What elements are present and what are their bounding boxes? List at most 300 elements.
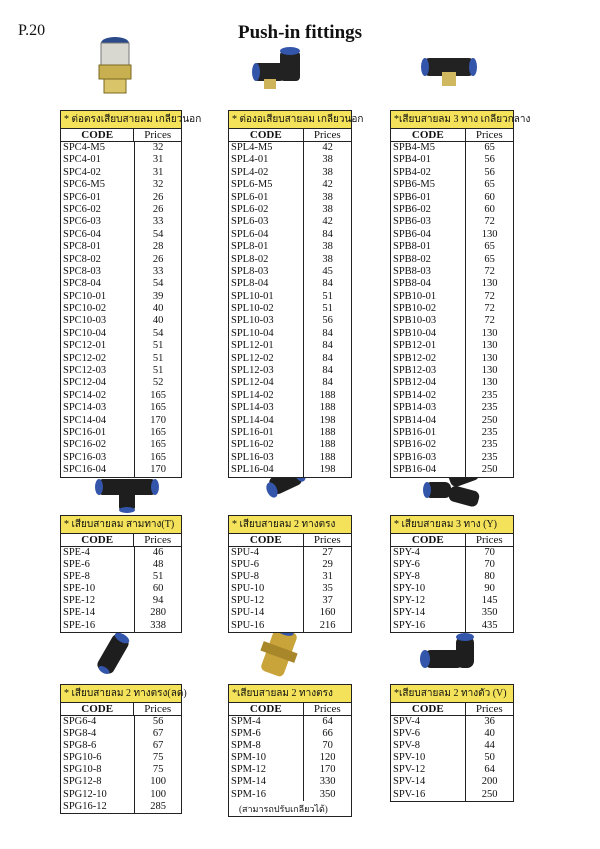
table-row	[229, 291, 351, 303]
product-code: SPC12-01	[61, 340, 135, 352]
table-row	[61, 415, 181, 427]
product-price: 338	[150, 619, 166, 631]
spv-table	[390, 684, 514, 802]
product-price: 75	[152, 752, 164, 764]
column-headers	[61, 703, 181, 716]
product-price: 165	[150, 402, 166, 414]
product-code: SPB6-01	[391, 192, 466, 204]
product-code: SPB4-01	[391, 154, 466, 166]
table-row	[61, 390, 181, 402]
price-column-header: Prices	[475, 129, 503, 141]
table-row	[61, 204, 181, 216]
table-row	[391, 439, 513, 451]
product-price: 350	[319, 788, 336, 800]
table-row	[391, 620, 513, 632]
table-row	[391, 254, 513, 266]
product-price: 198	[319, 464, 336, 476]
product-code: SPL10-02	[229, 303, 304, 315]
product-code: SPL8-01	[229, 241, 304, 253]
product-code: SPL12-02	[229, 353, 304, 365]
product-price: 235	[481, 389, 498, 401]
table-row	[391, 789, 513, 801]
product-code: SPM-4	[229, 716, 304, 728]
product-code: SPB12-04	[391, 377, 466, 389]
product-code: SPM-8	[229, 740, 304, 752]
product-code: SPL4-01	[229, 154, 304, 166]
product-code: SPL12-03	[229, 365, 304, 377]
table-row	[391, 229, 513, 241]
table-row	[229, 752, 351, 764]
product-code: SPB8-01	[391, 241, 466, 253]
product-price: 188	[319, 402, 336, 414]
table-row	[229, 204, 351, 216]
product-code: SPC10-04	[61, 328, 135, 340]
table-row	[391, 278, 513, 290]
product-code: SPC12-03	[61, 365, 135, 377]
product-price: 38	[322, 253, 333, 265]
spm-table	[228, 684, 352, 817]
product-price: 188	[319, 451, 336, 463]
product-code: SPC14-03	[61, 402, 135, 414]
spb-table	[390, 110, 531, 478]
product-price: 56	[484, 154, 495, 166]
product-price: 51	[152, 340, 164, 352]
product-code: SPE-14	[61, 607, 135, 619]
table-row	[391, 740, 513, 752]
product-code: SPC6-02	[61, 204, 135, 216]
table-row	[229, 402, 351, 414]
product-price: 65	[484, 253, 495, 265]
product-code: SPL4-M5	[229, 142, 304, 154]
product-code: SPG10-6	[61, 752, 135, 764]
product-price: 54	[152, 278, 164, 290]
table-row	[229, 303, 351, 315]
table-row	[229, 583, 351, 595]
product-code: SPB4-02	[391, 167, 466, 179]
table-row	[391, 595, 513, 607]
product-code: SPC4-02	[61, 167, 135, 179]
product-price: 42	[322, 179, 333, 191]
product-code: SPL16-04	[229, 464, 304, 476]
table-row	[229, 241, 351, 253]
table-row	[229, 415, 351, 427]
price-column-header: Prices	[313, 703, 341, 715]
product-code: SPE-6	[61, 559, 135, 571]
product-code: SPB12-02	[391, 353, 466, 365]
product-price: 72	[484, 315, 495, 327]
table-header: * เสียบสายลม 2 ทางตรง	[229, 516, 351, 534]
table-row	[229, 716, 351, 728]
product-price: 28	[152, 241, 164, 253]
product-code: SPE-16	[61, 620, 135, 632]
product-price: 51	[322, 303, 333, 315]
product-code: SPB8-02	[391, 254, 466, 266]
product-code: SPC4-01	[61, 154, 135, 166]
table-row	[229, 439, 351, 451]
product-price: 130	[481, 228, 498, 240]
product-code: SPB12-03	[391, 365, 466, 377]
code-column-header: CODE	[391, 703, 466, 715]
table-row	[229, 254, 351, 266]
product-price: 130	[481, 327, 498, 339]
product-price: 100	[150, 776, 166, 788]
product-code: SPB10-01	[391, 291, 466, 303]
product-price: 188	[319, 389, 336, 401]
product-price: 84	[322, 278, 333, 290]
product-price: 170	[150, 414, 166, 426]
product-price: 60	[152, 583, 164, 595]
product-price: 280	[150, 607, 166, 619]
product-price: 38	[322, 203, 333, 215]
table-row	[391, 464, 513, 476]
product-code: SPL10-04	[229, 328, 304, 340]
code-column-header: CODE	[391, 129, 466, 141]
product-price: 80	[484, 571, 495, 583]
product-code: SPL16-01	[229, 427, 304, 439]
product-code: SPC8-01	[61, 241, 135, 253]
product-price: 35	[322, 583, 333, 595]
product-price: 250	[481, 464, 498, 476]
product-price: 170	[319, 764, 336, 776]
table-row	[61, 254, 181, 266]
product-price: 56	[322, 315, 333, 327]
table-row	[61, 607, 181, 619]
product-code: SPL6-M5	[229, 179, 304, 191]
table-row	[391, 571, 513, 583]
product-price: 51	[152, 365, 164, 377]
spu-table	[228, 515, 352, 633]
product-price: 60	[484, 203, 495, 215]
table-header: *เสียบสายลม 2 ทางตรง	[229, 685, 351, 703]
product-code: SPB10-02	[391, 303, 466, 315]
table-row	[61, 278, 181, 290]
table-row	[391, 204, 513, 216]
table-row	[391, 728, 513, 740]
product-code: SPB14-04	[391, 415, 466, 427]
product-code: SPL10-03	[229, 315, 304, 327]
product-price: 38	[322, 191, 333, 203]
table-row	[391, 377, 513, 389]
table-row	[61, 142, 181, 154]
table-row	[61, 464, 181, 476]
product-code: SPB16-01	[391, 427, 466, 439]
straight-male-fitting-photo	[95, 35, 135, 97]
product-price: 44	[484, 740, 495, 752]
product-price: 27	[322, 547, 333, 558]
table-row	[229, 452, 351, 464]
product-price: 100	[150, 788, 166, 800]
product-price: 330	[319, 776, 336, 788]
product-code: SPY-8	[391, 571, 466, 583]
table-row	[229, 764, 351, 776]
code-column-header: CODE	[229, 534, 304, 546]
table-row	[229, 192, 351, 204]
product-price: 38	[322, 241, 333, 253]
product-code: SPY-14	[391, 607, 466, 619]
table-row	[391, 328, 513, 340]
table-row	[229, 390, 351, 402]
table-row	[61, 365, 181, 377]
table-row	[61, 583, 181, 595]
product-price: 170	[150, 464, 166, 476]
table-row	[61, 154, 181, 166]
product-code: SPG8-4	[61, 728, 135, 740]
product-price: 70	[484, 559, 495, 571]
product-code: SPM-16	[229, 789, 304, 801]
table-row	[229, 179, 351, 191]
spg-table	[60, 684, 187, 814]
product-price: 39	[152, 290, 164, 302]
product-code: SPE-4	[61, 547, 135, 559]
product-price: 26	[152, 191, 164, 203]
product-code: SPB16-04	[391, 464, 466, 476]
product-code: SPE-10	[61, 583, 135, 595]
product-code: SPC8-04	[61, 278, 135, 290]
table-row	[61, 402, 181, 414]
product-price: 65	[484, 142, 495, 153]
product-code: SPY-4	[391, 547, 466, 559]
table-row	[61, 266, 181, 278]
product-code: SPM-14	[229, 776, 304, 788]
table-row	[61, 192, 181, 204]
table-row	[229, 789, 351, 801]
product-price: 52	[152, 377, 164, 389]
column-headers	[229, 534, 351, 547]
table-header: * เสียบสายลม 3 ทาง (Y)	[391, 516, 513, 534]
product-code: SPL14-02	[229, 390, 304, 402]
table-row	[229, 340, 351, 352]
table-row	[229, 229, 351, 241]
table-row	[229, 266, 351, 278]
product-price: 90	[484, 583, 495, 595]
product-code: SPL12-04	[229, 377, 304, 389]
product-code: SPE-8	[61, 571, 135, 583]
product-code: SPB14-03	[391, 402, 466, 414]
product-price: 165	[150, 389, 166, 401]
table-row	[61, 547, 181, 559]
product-code: SPU-4	[229, 547, 304, 559]
product-price: 51	[152, 352, 164, 364]
product-price: 235	[481, 439, 498, 451]
table-row	[391, 315, 513, 327]
table-row	[61, 340, 181, 352]
product-code: SPV-6	[391, 728, 466, 740]
product-price: 72	[484, 303, 495, 315]
table-row	[391, 266, 513, 278]
product-price: 33	[152, 216, 164, 228]
product-price: 72	[484, 290, 495, 302]
product-price: 70	[322, 740, 333, 752]
table-row	[391, 415, 513, 427]
product-code: SPV-4	[391, 716, 466, 728]
table-row	[61, 328, 181, 340]
table-row	[391, 340, 513, 352]
table-row	[61, 571, 181, 583]
product-code: SPL8-02	[229, 254, 304, 266]
product-price: 165	[150, 426, 166, 438]
product-price: 84	[322, 352, 333, 364]
product-code: SPG12-8	[61, 776, 135, 788]
table-row	[391, 452, 513, 464]
product-code: SPL16-03	[229, 452, 304, 464]
product-code: SPC12-04	[61, 377, 135, 389]
product-price: 51	[152, 571, 164, 583]
product-price: 235	[481, 402, 498, 414]
table-row	[229, 142, 351, 154]
table-row	[61, 789, 181, 801]
product-code: SPC8-02	[61, 254, 135, 266]
product-code: SPG8-6	[61, 740, 135, 752]
table-row	[229, 315, 351, 327]
product-price: 72	[484, 216, 495, 228]
product-code: SPB6-04	[391, 229, 466, 241]
product-code: SPC6-01	[61, 192, 135, 204]
table-row	[391, 607, 513, 619]
product-code: SPB6-M5	[391, 179, 466, 191]
product-code: SPL10-01	[229, 291, 304, 303]
product-price: 31	[152, 166, 164, 178]
product-price: 60	[484, 191, 495, 203]
product-price: 84	[322, 340, 333, 352]
product-price: 32	[152, 142, 164, 153]
column-headers	[391, 534, 513, 547]
product-code: SPB8-03	[391, 266, 466, 278]
product-price: 72	[484, 265, 495, 277]
product-code: SPU-12	[229, 595, 304, 607]
column-headers	[61, 129, 181, 142]
product-code: SPB16-03	[391, 452, 466, 464]
code-column-header: CODE	[61, 129, 134, 141]
product-price: 94	[152, 595, 164, 607]
product-code: SPG16-12	[61, 801, 135, 813]
product-price: 46	[152, 547, 164, 558]
table-header: * ต่องอเสียบสายลม เกลียวนอก	[229, 111, 351, 129]
table-row	[61, 620, 181, 632]
price-column-header: Prices	[144, 129, 172, 141]
product-price: 38	[322, 166, 333, 178]
product-code: SPU-6	[229, 559, 304, 571]
column-headers	[391, 703, 513, 716]
product-price: 188	[319, 426, 336, 438]
product-code: SPC10-02	[61, 303, 135, 315]
table-row	[61, 452, 181, 464]
product-price: 42	[322, 216, 333, 228]
product-code: SPE-12	[61, 595, 135, 607]
table-row	[61, 291, 181, 303]
product-code: SPC4-M5	[61, 142, 135, 154]
product-price: 29	[322, 559, 333, 571]
table-row	[229, 154, 351, 166]
product-code: SPC16-04	[61, 464, 135, 476]
product-code: SPB10-03	[391, 315, 466, 327]
table-row	[391, 353, 513, 365]
product-code: SPU-16	[229, 620, 304, 632]
table-row	[61, 216, 181, 228]
product-price: 26	[152, 203, 164, 215]
table-row	[61, 315, 181, 327]
table-row	[391, 547, 513, 559]
table-row	[61, 595, 181, 607]
product-code: SPL14-03	[229, 402, 304, 414]
product-price: 38	[322, 154, 333, 166]
table-row	[229, 607, 351, 619]
table-row	[229, 377, 351, 389]
table-row	[391, 402, 513, 414]
product-price: 64	[484, 764, 495, 776]
product-code: SPC16-02	[61, 439, 135, 451]
table-row	[391, 291, 513, 303]
product-code: SPL8-04	[229, 278, 304, 290]
product-code: SPC8-03	[61, 266, 135, 278]
product-price: 40	[152, 303, 164, 315]
table-row	[229, 547, 351, 559]
table-row	[391, 303, 513, 315]
product-code: SPB6-02	[391, 204, 466, 216]
product-price: 54	[152, 228, 164, 240]
product-code: SPU-8	[229, 571, 304, 583]
price-column-header: Prices	[313, 534, 341, 546]
product-code: SPM-6	[229, 728, 304, 740]
product-code: SPC10-01	[61, 291, 135, 303]
product-code: SPY-10	[391, 583, 466, 595]
product-code: SPC16-01	[61, 427, 135, 439]
table-header: * ต่อตรงเสียบสายลม เกลียวนอก	[61, 111, 181, 129]
column-headers	[391, 129, 513, 142]
column-headers	[229, 129, 351, 142]
product-code: SPL16-02	[229, 439, 304, 451]
product-price: 84	[322, 327, 333, 339]
product-price: 130	[481, 377, 498, 389]
code-column-header: CODE	[391, 534, 466, 546]
table-row	[61, 559, 181, 571]
table-row	[229, 464, 351, 476]
product-price: 84	[322, 377, 333, 389]
product-code: SPY-16	[391, 620, 466, 632]
product-code: SPC16-03	[61, 452, 135, 464]
product-code: SPG12-10	[61, 789, 135, 801]
table-row	[229, 559, 351, 571]
product-price: 130	[481, 278, 498, 290]
table-row	[391, 583, 513, 595]
product-price: 435	[481, 619, 498, 631]
column-headers	[229, 703, 351, 716]
price-column-header: Prices	[475, 534, 503, 546]
page-number: P.20	[18, 22, 46, 39]
product-price: 285	[150, 800, 166, 812]
product-price: 250	[481, 414, 498, 426]
product-code: SPC10-03	[61, 315, 135, 327]
product-code: SPC12-02	[61, 353, 135, 365]
table-row	[229, 216, 351, 228]
table-row	[229, 427, 351, 439]
product-price: 40	[484, 728, 495, 740]
product-price: 33	[152, 265, 164, 277]
product-price: 48	[152, 559, 164, 571]
product-code: SPL6-04	[229, 229, 304, 241]
table-row	[391, 427, 513, 439]
product-price: 70	[484, 547, 495, 558]
product-price: 56	[484, 166, 495, 178]
product-price: 165	[150, 451, 166, 463]
spy-table	[390, 515, 514, 633]
product-price: 350	[481, 607, 498, 619]
tee-branch-fitting-photo	[420, 42, 480, 90]
price-column-header: Prices	[313, 129, 341, 141]
price-column-header: Prices	[475, 703, 503, 715]
product-code: SPB12-01	[391, 340, 466, 352]
product-price: 45	[322, 265, 333, 277]
product-code: SPL14-04	[229, 415, 304, 427]
